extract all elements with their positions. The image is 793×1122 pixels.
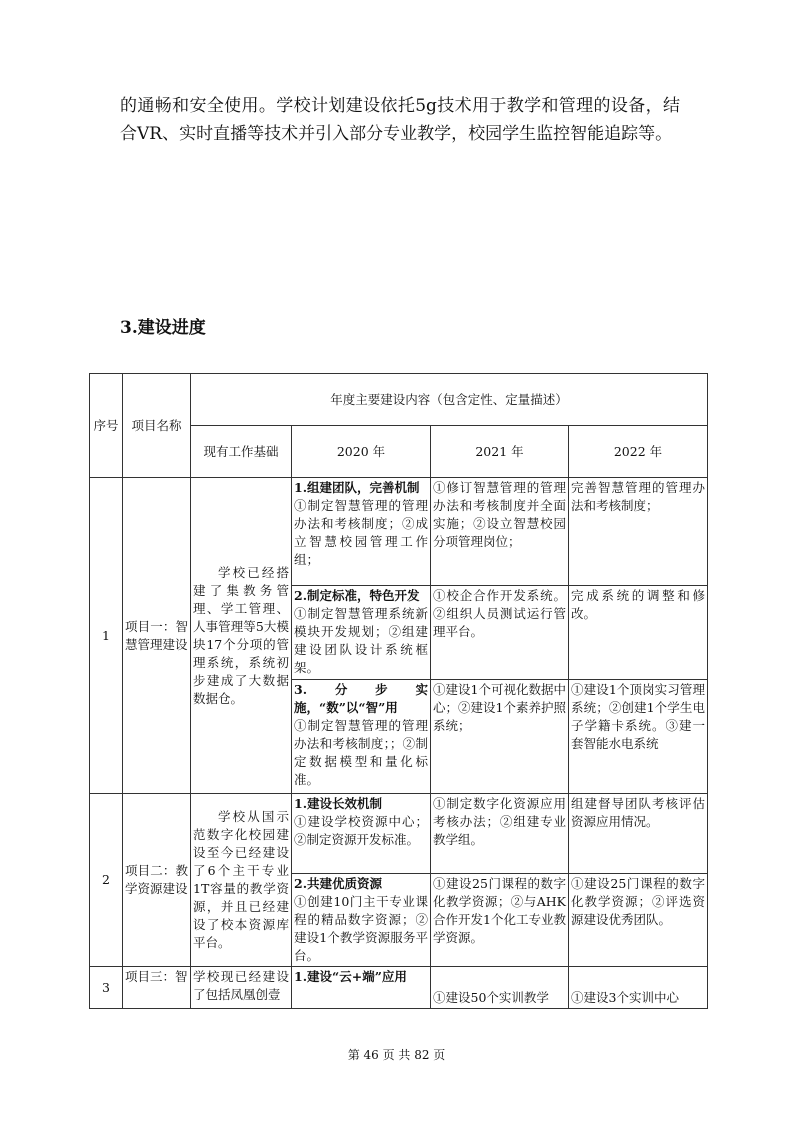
project-2-task-1-2021: ①制定数字化资源应用考核办法；②组建专业教学组。 — [431, 794, 569, 874]
project-2-task-1-2020 — [292, 794, 431, 874]
project-3-name: 项目三：智 — [123, 967, 191, 1009]
header-2021: 2021 年 — [431, 426, 569, 478]
header-2020: 2020 年 — [292, 426, 431, 478]
project-2-task-2-2022: ①建设25门课程的数字化教学资源；②评选资源建设优秀团队。 — [569, 874, 708, 967]
project-1-task-1-2020 — [292, 478, 431, 586]
project-1-task-3-2021: ①建设1个可视化数据中心；②建设1个素养护照系统； — [431, 680, 569, 794]
project-1-task-1-2021: ①修订智慧管理的管理办法和考核制度并全面实施；②设立智慧校园分项管理岗位； — [431, 478, 569, 586]
project-1-task-2-2021: ①校企合作开发系统。②组织人员测试运行管理平台。 — [431, 586, 569, 680]
task-title: 3.分步实施，“数”以“智”用 — [294, 682, 428, 715]
project-1-task-2-2022: 完成系统的调整和修改。 — [569, 586, 708, 680]
page-footer: 第 46 页 共 82 页 — [347, 1048, 446, 1062]
project-2-name: 项目二：教学资源建设 — [123, 794, 191, 967]
project-3-task-1-2022: ①建设3个实训中心 — [569, 967, 708, 1009]
header-seq: 序号 — [90, 374, 123, 478]
project-3-task-1-2020: 1.建设“云+端”应用 — [292, 967, 431, 1009]
project-2-seq: 2 — [90, 794, 123, 967]
project-3-task-1-2021: ①建设50个实训教学 — [431, 967, 569, 1009]
header-annual-content: 年度主要建设内容（包含定性、定量描述） — [191, 374, 708, 426]
task-content: ①制定智慧管理系统新模块开发规划；②组建建设团队设计系统框架。 — [294, 606, 428, 675]
task-content: ①制定智慧管理的管理办法和考核制度；；②制定数据模型和量化标准。 — [294, 718, 428, 787]
project-2-basis: 学校从国示范数字化校园建设至今已经建设了6个主干专业1T容量的教学资源，并且已经建设了校本资源库平台。 — [191, 794, 292, 967]
task-content: ①创建10门主干专业课程的精品数字资源；②建设1个教学资源服务平台。 — [294, 894, 428, 963]
project-1-task-1-2022: 完善智慧管理的管理办法和考核制度； — [569, 478, 708, 586]
task-title: 2.制定标准，特色开发 — [294, 588, 420, 603]
project-1-task-2-2020 — [292, 586, 431, 680]
project-3-seq: 3 — [90, 967, 123, 1009]
section-heading: 3.建设进度 — [120, 318, 206, 338]
task-title: 1.组建团队，完善机制 — [294, 480, 420, 495]
project-1-task-3-2022: ①建设1个顶岗实习管理系统；②创建1个学生电子学籍卡系统。③建一套智能水电系统 — [569, 680, 708, 794]
header-project-name: 项目名称 — [123, 374, 191, 478]
task-content: ①建设学校资源中心；②制定资源开发标准。 — [294, 814, 428, 847]
header-existing-basis: 现有工作基础 — [191, 426, 292, 478]
project-1-basis: 学校已经搭建了集教务管理、学工管理、人事管理等5大模块17个分项的管理系统，系统初步建成了大数据数据仓。 — [191, 478, 292, 794]
project-1-seq: 1 — [90, 478, 123, 794]
project-2-task-2-2020 — [292, 874, 431, 967]
construction-schedule-table — [89, 373, 708, 1009]
intro-paragraph: 的通畅和安全使用。学校计划建设依托5g技术用于教学和管理的设备，结合VR、实时直播等技术并引入部分专业教学，校园学生监控智能追踪等。 — [120, 96, 680, 144]
task-title: 2.共建优质资源 — [294, 876, 383, 891]
project-1-name: 项目一：智慧管理建设 — [123, 478, 191, 794]
header-2022: 2022 年 — [569, 426, 708, 478]
project-1-task-3-2020 — [292, 680, 431, 794]
task-content: ①制定智慧管理的管理办法和考核制度；②成立智慧校园管理工作组； — [294, 498, 428, 567]
project-2-task-2-2021: ①建设25门课程的数字化教学资源；②与AHK合作开发1个化工专业教学资源。 — [431, 874, 569, 967]
project-2-task-1-2022: 组建督导团队考核评估资源应用情况。 — [569, 794, 708, 874]
project-3-basis: 学校现已经建设了包括凤凰创壹 — [191, 967, 292, 1009]
task-title: 1.建设长效机制 — [294, 796, 383, 811]
